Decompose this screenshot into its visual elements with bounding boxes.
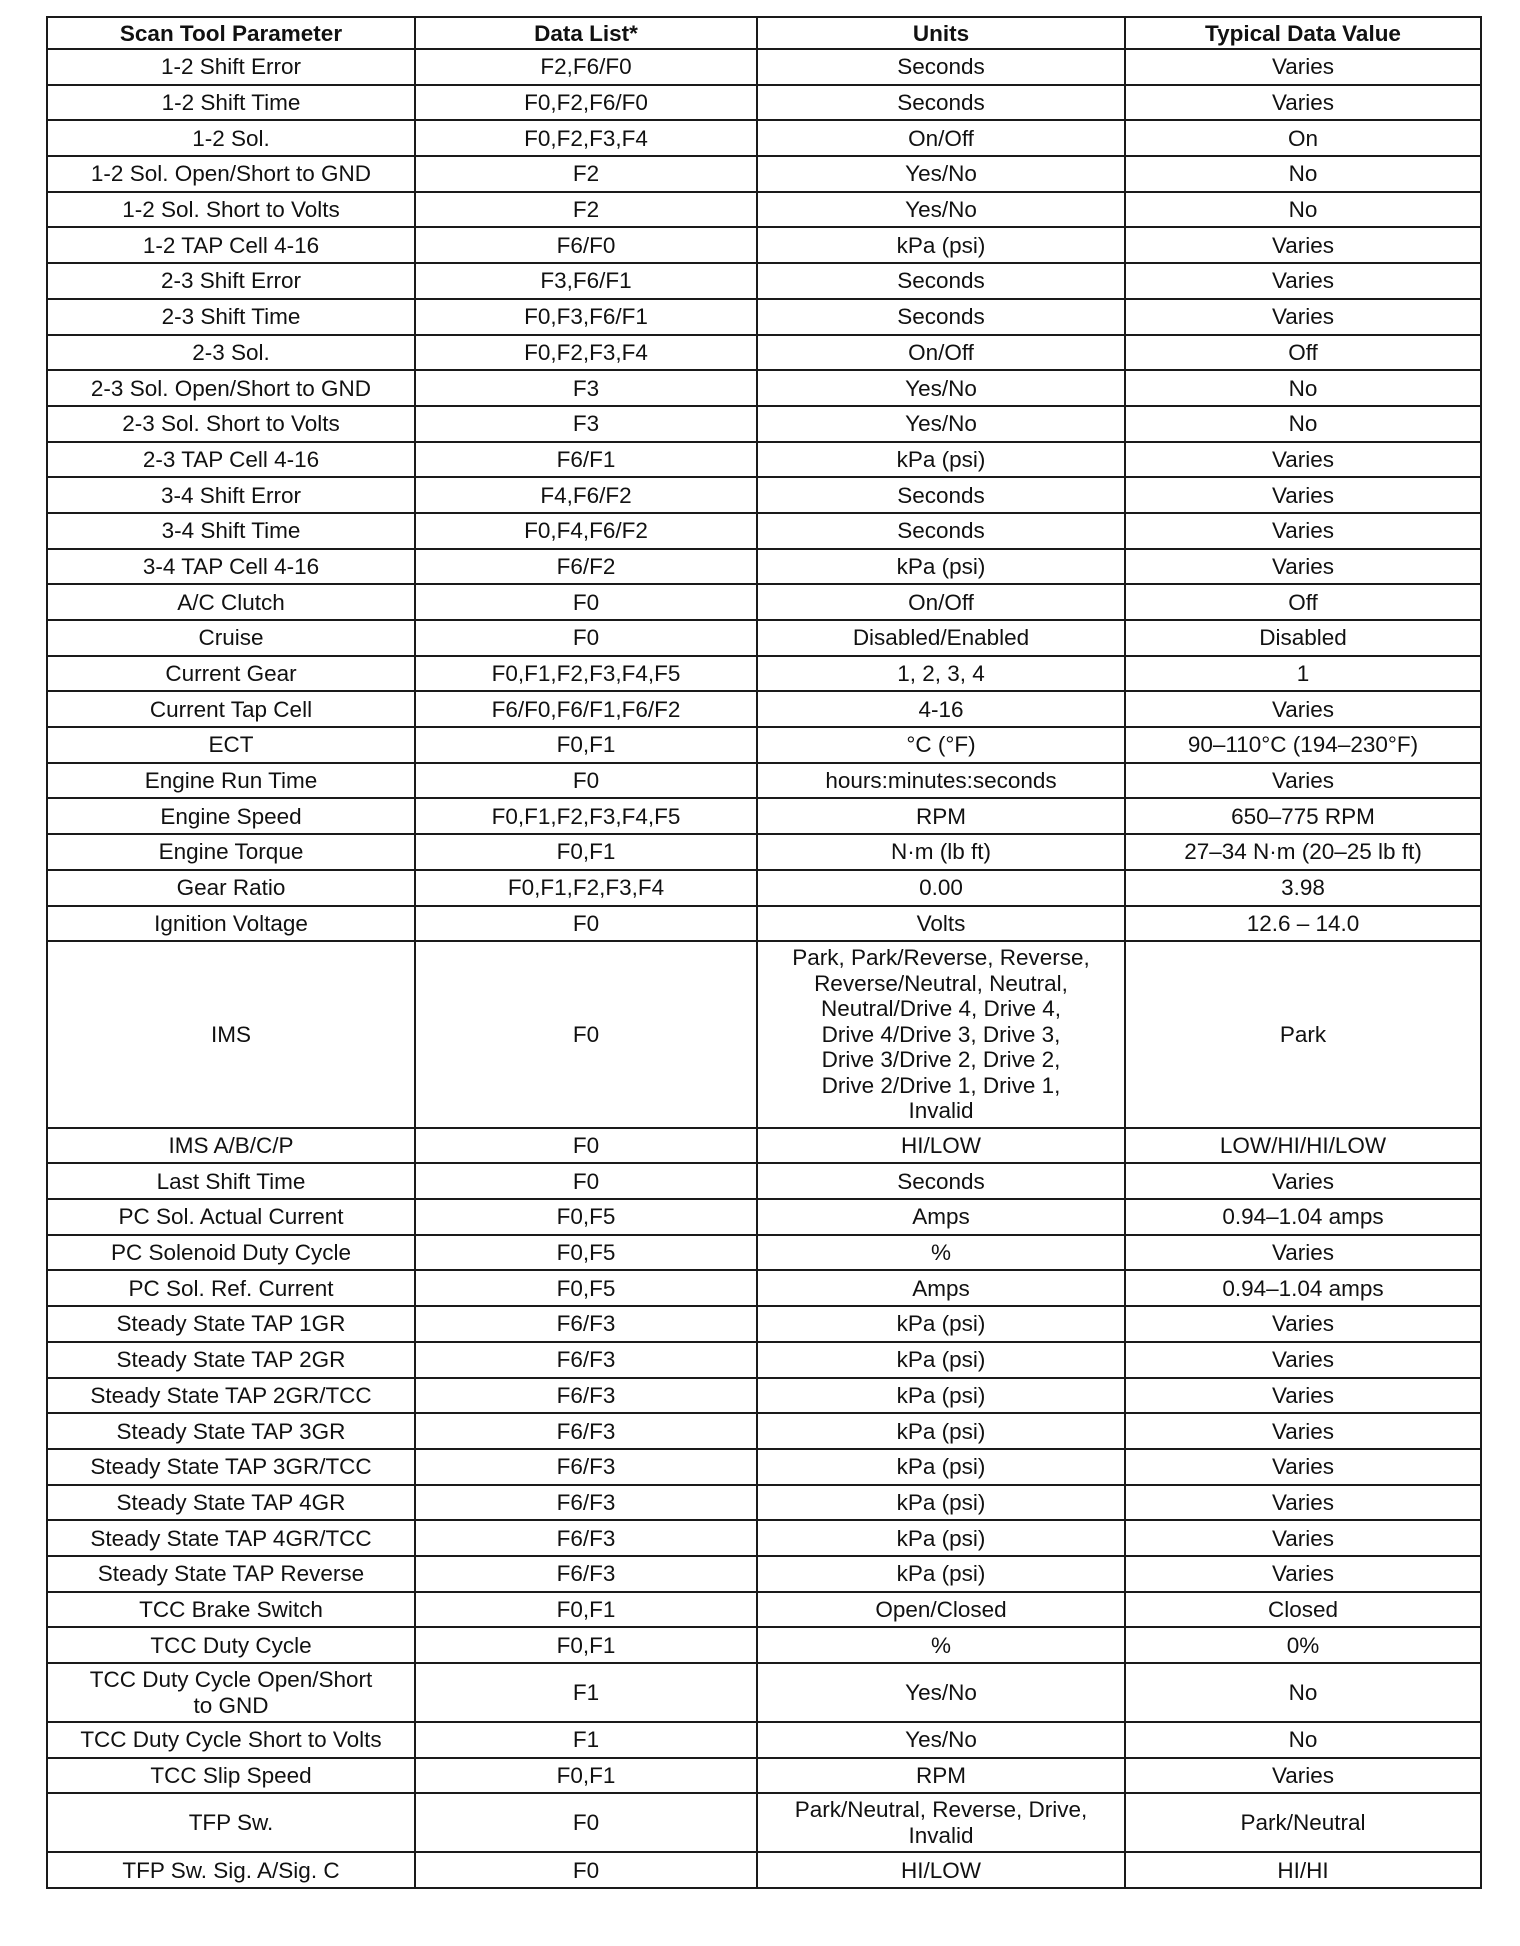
cell-data-list: F2 [415,192,757,228]
cell-data-list: F0 [415,763,757,799]
cell-data-list: F6/F1 [415,442,757,478]
table-row [47,406,1481,442]
cell-typical-value: 3.98 [1125,870,1481,906]
table-row [47,1270,1481,1306]
cell-parameter: TCC Brake Switch [47,1592,415,1628]
cell-data-list: F0 [415,1793,757,1852]
cell-typical-value: 90–110°C (194–230°F) [1125,727,1481,763]
cell-data-list: F4,F6/F2 [415,477,757,513]
table-row [47,691,1481,727]
cell-units: kPa (psi) [757,1449,1125,1485]
cell-parameter: 1-2 Sol. [47,120,415,156]
cell-units: Park, Park/Reverse, Reverse, Reverse/Neutral, Neutral, Neutral/Drive 4, Drive 4, Drive 4/Drive 3, Drive 3, Drive 3/Drive 2, Drive 2, Drive 2/Drive 1, Drive 1, Invalid [757,941,1125,1128]
cell-parameter: IMS A/B/C/P [47,1128,415,1164]
cell-typical-value: Varies [1125,477,1481,513]
cell-data-list: F0,F1,F2,F3,F4,F5 [415,798,757,834]
cell-typical-value: Varies [1125,299,1481,335]
table-row [47,1413,1481,1449]
cell-typical-value: No [1125,406,1481,442]
cell-units: RPM [757,1758,1125,1794]
cell-typical-value: Off [1125,584,1481,620]
cell-parameter: Steady State TAP 2GR [47,1342,415,1378]
cell-data-list: F0,F1 [415,1758,757,1794]
cell-units: kPa (psi) [757,1520,1125,1556]
cell-typical-value: Varies [1125,549,1481,585]
table-row [47,798,1481,834]
cell-units: Yes/No [757,1663,1125,1722]
cell-data-list: F0,F2,F6/F0 [415,85,757,121]
cell-units: kPa (psi) [757,1306,1125,1342]
cell-units: Yes/No [757,192,1125,228]
cell-typical-value: Disabled [1125,620,1481,656]
cell-data-list: F0 [415,941,757,1128]
cell-parameter: TCC Duty Cycle Open/Short to GND [47,1663,415,1722]
table-row [47,263,1481,299]
table-row [47,870,1481,906]
cell-units: Yes/No [757,156,1125,192]
cell-units: kPa (psi) [757,442,1125,478]
cell-typical-value: No [1125,1663,1481,1722]
cell-units: Amps [757,1270,1125,1306]
cell-typical-value: Varies [1125,227,1481,263]
cell-parameter: 2-3 Sol. [47,335,415,371]
cell-parameter: 2-3 Shift Time [47,299,415,335]
table-row [47,620,1481,656]
table-row [47,1793,1481,1852]
cell-typical-value: No [1125,370,1481,406]
header-scan-tool-parameter: Scan Tool Parameter [47,17,415,49]
cell-units: kPa (psi) [757,1342,1125,1378]
cell-units: RPM [757,798,1125,834]
table-row [47,1758,1481,1794]
cell-parameter: Ignition Voltage [47,906,415,942]
table-row [47,1852,1481,1888]
cell-typical-value: Varies [1125,1485,1481,1521]
cell-units: % [757,1235,1125,1271]
cell-units: 4-16 [757,691,1125,727]
cell-typical-value: 0% [1125,1627,1481,1663]
cell-data-list: F6/F3 [415,1342,757,1378]
cell-data-list: F0,F1,F2,F3,F4,F5 [415,656,757,692]
cell-units: kPa (psi) [757,227,1125,263]
cell-units: °C (°F) [757,727,1125,763]
cell-data-list: F6/F2 [415,549,757,585]
cell-units: On/Off [757,584,1125,620]
cell-data-list: F0,F5 [415,1270,757,1306]
cell-parameter: Current Gear [47,656,415,692]
cell-parameter: 1-2 Sol. Short to Volts [47,192,415,228]
cell-typical-value: 650–775 RPM [1125,798,1481,834]
cell-units: Disabled/Enabled [757,620,1125,656]
cell-units: Seconds [757,49,1125,85]
cell-data-list: F0,F1,F2,F3,F4 [415,870,757,906]
cell-units: Amps [757,1199,1125,1235]
cell-data-list: F6/F0 [415,227,757,263]
cell-typical-value: 1 [1125,656,1481,692]
cell-data-list: F3 [415,406,757,442]
cell-data-list: F0,F1 [415,1592,757,1628]
cell-typical-value: 0.94–1.04 amps [1125,1199,1481,1235]
cell-typical-value: Varies [1125,1556,1481,1592]
cell-parameter: A/C Clutch [47,584,415,620]
cell-data-list: F6/F3 [415,1378,757,1414]
table-row [47,477,1481,513]
cell-data-list: F0,F4,F6/F2 [415,513,757,549]
cell-parameter: 3-4 TAP Cell 4-16 [47,549,415,585]
cell-units: kPa (psi) [757,1485,1125,1521]
cell-parameter: 2-3 Sol. Open/Short to GND [47,370,415,406]
cell-typical-value: HI/HI [1125,1852,1481,1888]
cell-units: % [757,1627,1125,1663]
cell-parameter: 2-3 Sol. Short to Volts [47,406,415,442]
cell-typical-value: Varies [1125,1342,1481,1378]
table-row [47,584,1481,620]
cell-data-list: F0,F2,F3,F4 [415,335,757,371]
cell-data-list: F3 [415,370,757,406]
cell-typical-value: No [1125,192,1481,228]
cell-parameter: 3-4 Shift Error [47,477,415,513]
table-row [47,1342,1481,1378]
cell-units: Seconds [757,85,1125,121]
cell-units: On/Off [757,335,1125,371]
cell-typical-value: Off [1125,335,1481,371]
cell-typical-value: Varies [1125,1520,1481,1556]
cell-typical-value: Varies [1125,1413,1481,1449]
cell-parameter: Last Shift Time [47,1163,415,1199]
cell-units: HI/LOW [757,1128,1125,1164]
cell-units: Park/Neutral, Reverse, Drive, Invalid [757,1793,1125,1852]
cell-typical-value: Varies [1125,691,1481,727]
cell-data-list: F0,F1 [415,727,757,763]
cell-units: Yes/No [757,1722,1125,1758]
table-row [47,120,1481,156]
cell-typical-value: LOW/HI/HI/LOW [1125,1128,1481,1164]
table-row [47,727,1481,763]
cell-parameter: 2-3 TAP Cell 4-16 [47,442,415,478]
cell-units: Seconds [757,1163,1125,1199]
table-row [47,941,1481,1128]
table-row [47,299,1481,335]
table-row [47,834,1481,870]
cell-parameter: Engine Torque [47,834,415,870]
header-units: Units [757,17,1125,49]
cell-parameter: PC Solenoid Duty Cycle [47,1235,415,1271]
cell-units: Seconds [757,513,1125,549]
cell-units: N·m (lb ft) [757,834,1125,870]
table-row [47,763,1481,799]
cell-data-list: F0 [415,1128,757,1164]
cell-parameter: Steady State TAP 3GR [47,1413,415,1449]
cell-parameter: 2-3 Shift Error [47,263,415,299]
cell-parameter: PC Sol. Actual Current [47,1199,415,1235]
document-page [46,16,1480,1889]
cell-data-list: F0,F5 [415,1199,757,1235]
cell-parameter: PC Sol. Ref. Current [47,1270,415,1306]
cell-parameter: 1-2 Shift Error [47,49,415,85]
cell-typical-value: Varies [1125,513,1481,549]
cell-data-list: F0 [415,906,757,942]
cell-units: 1, 2, 3, 4 [757,656,1125,692]
cell-units: kPa (psi) [757,549,1125,585]
cell-units: On/Off [757,120,1125,156]
cell-units: kPa (psi) [757,1413,1125,1449]
header-row [47,17,1481,49]
cell-parameter: Steady State TAP 1GR [47,1306,415,1342]
cell-data-list: F1 [415,1663,757,1722]
cell-parameter: TFP Sw. [47,1793,415,1852]
table-row [47,49,1481,85]
cell-typical-value: 0.94–1.04 amps [1125,1270,1481,1306]
table-row [47,442,1481,478]
table-row [47,656,1481,692]
cell-typical-value: 27–34 N·m (20–25 lb ft) [1125,834,1481,870]
cell-data-list: F6/F3 [415,1413,757,1449]
cell-typical-value: Varies [1125,1235,1481,1271]
cell-typical-value: Closed [1125,1592,1481,1628]
cell-units: Seconds [757,263,1125,299]
table-row [47,335,1481,371]
cell-parameter: Engine Speed [47,798,415,834]
table-row [47,1592,1481,1628]
table-row [47,1128,1481,1164]
cell-parameter: 1-2 Shift Time [47,85,415,121]
cell-typical-value: 12.6 – 14.0 [1125,906,1481,942]
header-data-list: Data List* [415,17,757,49]
cell-parameter: ECT [47,727,415,763]
table-row [47,1163,1481,1199]
cell-units: Volts [757,906,1125,942]
cell-parameter: Current Tap Cell [47,691,415,727]
table-row [47,1306,1481,1342]
header-typical-data-value: Typical Data Value [1125,17,1481,49]
table-row [47,1556,1481,1592]
table-row [47,1199,1481,1235]
cell-parameter: Gear Ratio [47,870,415,906]
table-row [47,1378,1481,1414]
cell-data-list: F1 [415,1722,757,1758]
table-row [47,227,1481,263]
cell-typical-value: On [1125,120,1481,156]
cell-data-list: F6/F3 [415,1449,757,1485]
cell-parameter: Steady State TAP Reverse [47,1556,415,1592]
scan-tool-data-table [46,16,1482,1889]
cell-typical-value: Varies [1125,1449,1481,1485]
cell-data-list: F0 [415,1163,757,1199]
table-row [47,1485,1481,1521]
cell-units: Seconds [757,299,1125,335]
table-row [47,513,1481,549]
cell-data-list: F6/F3 [415,1556,757,1592]
cell-units: Seconds [757,477,1125,513]
cell-typical-value: Varies [1125,1758,1481,1794]
cell-typical-value: Varies [1125,1378,1481,1414]
cell-parameter: Steady State TAP 4GR/TCC [47,1520,415,1556]
cell-data-list: F3,F6/F1 [415,263,757,299]
cell-data-list: F6/F0,F6/F1,F6/F2 [415,691,757,727]
cell-parameter: 1-2 Sol. Open/Short to GND [47,156,415,192]
table-row [47,85,1481,121]
table-row [47,192,1481,228]
cell-typical-value: Varies [1125,49,1481,85]
cell-data-list: F0,F1 [415,1627,757,1663]
table-row [47,1722,1481,1758]
table-row [47,370,1481,406]
cell-data-list: F2 [415,156,757,192]
cell-parameter: Cruise [47,620,415,656]
cell-parameter: TCC Duty Cycle [47,1627,415,1663]
cell-typical-value: No [1125,1722,1481,1758]
table-row [47,1235,1481,1271]
cell-units: Yes/No [757,406,1125,442]
cell-parameter: TCC Duty Cycle Short to Volts [47,1722,415,1758]
cell-data-list: F0 [415,620,757,656]
cell-units: Yes/No [757,370,1125,406]
cell-units: 0.00 [757,870,1125,906]
cell-data-list: F0 [415,1852,757,1888]
cell-units: Open/Closed [757,1592,1125,1628]
cell-typical-value: Varies [1125,442,1481,478]
cell-data-list: F0,F5 [415,1235,757,1271]
cell-typical-value: Varies [1125,763,1481,799]
cell-data-list: F6/F3 [415,1520,757,1556]
cell-data-list: F6/F3 [415,1485,757,1521]
cell-parameter: Steady State TAP 3GR/TCC [47,1449,415,1485]
table-row [47,1520,1481,1556]
cell-data-list: F0,F2,F3,F4 [415,120,757,156]
table-row [47,1663,1481,1722]
cell-typical-value: Varies [1125,263,1481,299]
table-body [47,49,1481,1888]
table-row [47,906,1481,942]
cell-data-list: F2,F6/F0 [415,49,757,85]
cell-typical-value: Varies [1125,1306,1481,1342]
cell-parameter: 1-2 TAP Cell 4-16 [47,227,415,263]
cell-data-list: F0,F1 [415,834,757,870]
cell-typical-value: Varies [1125,1163,1481,1199]
cell-parameter: TFP Sw. Sig. A/Sig. C [47,1852,415,1888]
cell-typical-value: Park [1125,941,1481,1128]
cell-data-list: F0,F3,F6/F1 [415,299,757,335]
cell-units: hours:minutes:seconds [757,763,1125,799]
cell-parameter: Steady State TAP 2GR/TCC [47,1378,415,1414]
cell-data-list: F0 [415,584,757,620]
cell-units: HI/LOW [757,1852,1125,1888]
cell-data-list: F6/F3 [415,1306,757,1342]
cell-parameter: Steady State TAP 4GR [47,1485,415,1521]
table-row [47,156,1481,192]
cell-typical-value: Varies [1125,85,1481,121]
cell-parameter: TCC Slip Speed [47,1758,415,1794]
cell-parameter: Engine Run Time [47,763,415,799]
cell-units: kPa (psi) [757,1378,1125,1414]
cell-typical-value: Park/Neutral [1125,1793,1481,1852]
table-row [47,1449,1481,1485]
cell-units: kPa (psi) [757,1556,1125,1592]
table-row [47,549,1481,585]
table-row [47,1627,1481,1663]
cell-parameter: 3-4 Shift Time [47,513,415,549]
cell-typical-value: No [1125,156,1481,192]
cell-parameter: IMS [47,941,415,1128]
